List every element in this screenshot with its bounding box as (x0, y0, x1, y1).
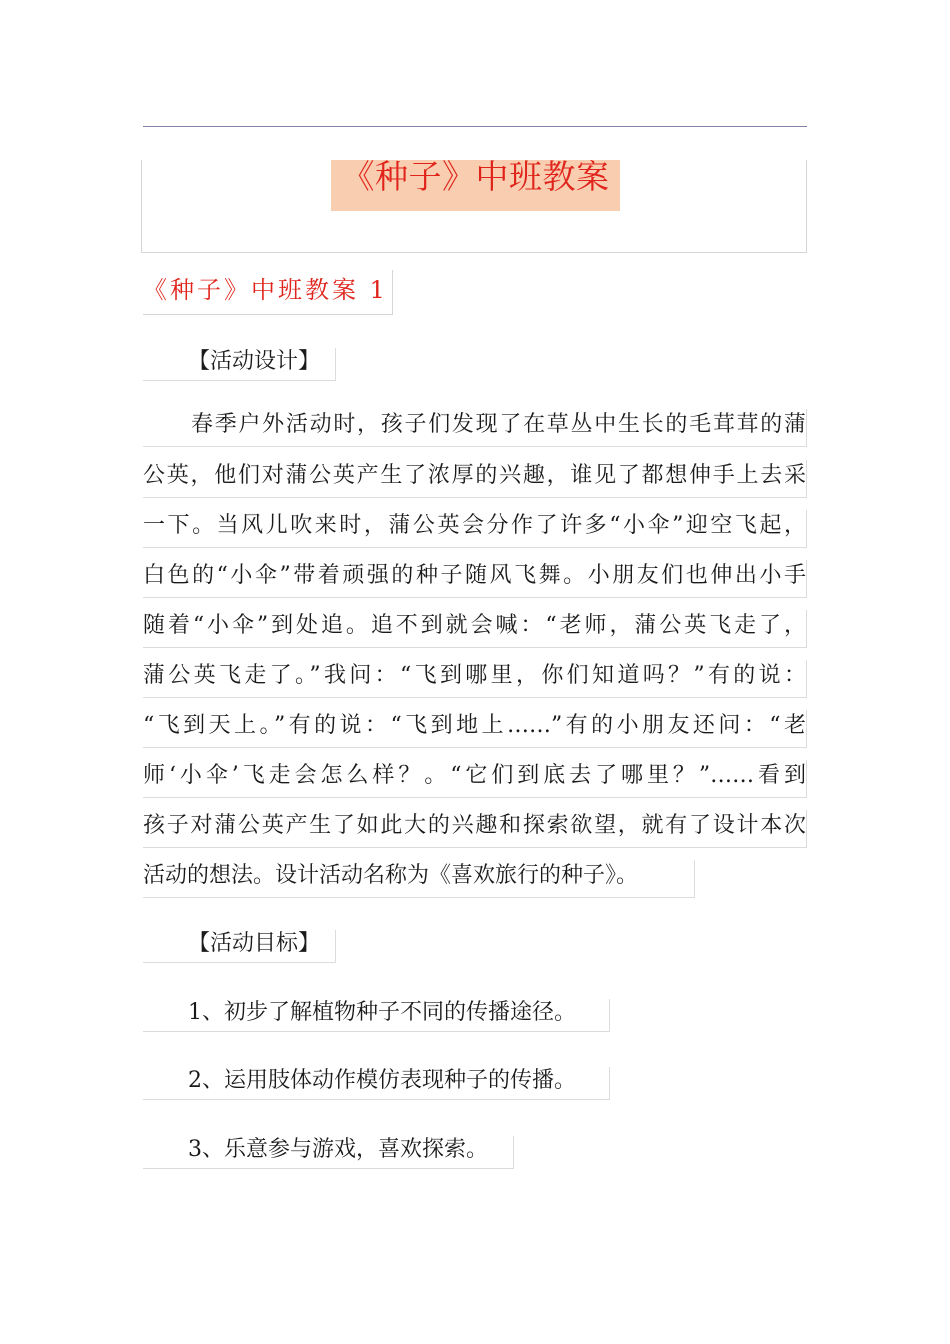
top-rule (143, 126, 807, 127)
paragraph-line: 师‘小伞’飞走会怎么样？。“它们到底去了哪里？”……看到 (143, 760, 807, 798)
heading-activity-design: 【活动设计】 (143, 348, 336, 381)
section-title: 《种子》中班教案 1 (143, 270, 393, 315)
paragraph-line: 白色的“小伞”带着顽强的种子随风飞舞。小朋友们也伸出小手 (143, 560, 807, 598)
paragraph-line: 活动的想法。设计活动名称为《喜欢旅行的种子》。 (143, 860, 695, 898)
heading-activity-goals: 【活动目标】 (143, 930, 336, 963)
paragraph-line: 随着“小伞”到处追。追不到就会喊：“老师，蒲公英飞走了， (143, 610, 807, 648)
goal-item: 1、初步了解植物种子不同的传播途径。 (143, 999, 610, 1032)
paragraph-line: 一下。当风儿吹来时，蒲公英会分作了许多“小伞”迎空飞起， (143, 510, 807, 548)
paragraph-line: 孩子对蒲公英产生了如此大的兴趣和探索欲望，就有了设计本次 (143, 810, 807, 848)
paragraph-line: 公英，他们对蒲公英产生了浓厚的兴趣，谁见了都想伸手上去采 (143, 460, 807, 498)
document-title: 《种子》中班教案 (341, 157, 610, 196)
paragraph-line: “飞到天上。”有的说：“飞到地上……”有的小朋友还问：“老 (143, 710, 807, 748)
goal-item: 2、运用肢体动作模仿表现种子的传播。 (143, 1067, 610, 1100)
paragraph-line: 蒲公英飞走了。”我问：“飞到哪里，你们知道吗？”有的说： (143, 660, 807, 698)
goal-item: 3、乐意参与游戏，喜欢探索。 (143, 1136, 514, 1169)
paragraph-line: 春季户外活动时，孩子们发现了在草丛中生长的毛茸茸的蒲 (143, 409, 807, 447)
